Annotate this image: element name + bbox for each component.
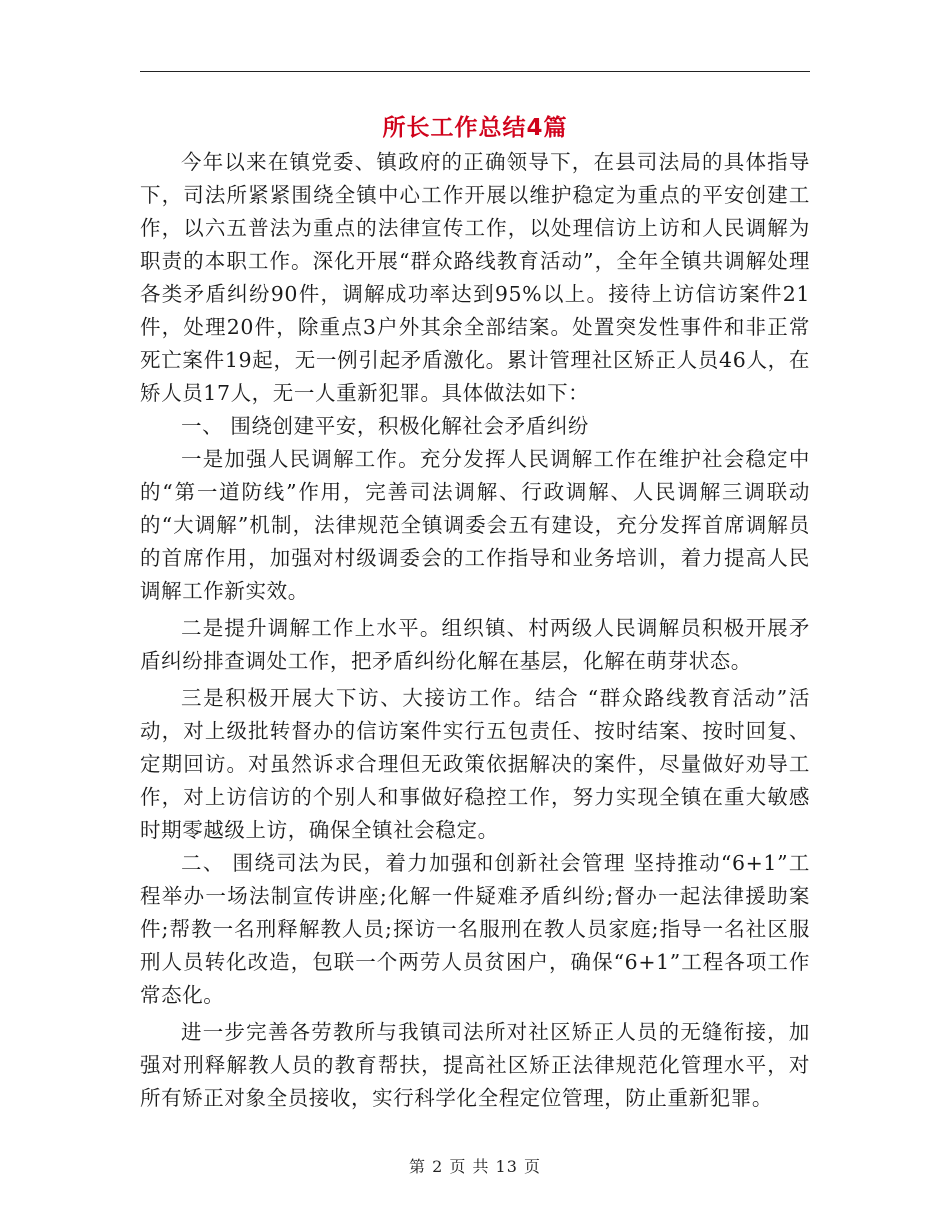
paragraph-intro: 今年以来在镇党委、镇政府的正确领导下，在县司法局的具体指导下，司法所紧紧围绕全镇中心工作开展以维护稳定为重点的平安创建工作，以六五普法为重点的法律宣传工作，以处理信访上访和人民调解为职责的本职工作。深化开展“群众路线教育活动”，全年全镇共调解处理各类矛盾纠纷90件，调解成功率达到95%以上。接待上访信访案件21件，处理20件，除重点3户外其余全部结案。处置突发性事件和非正常死亡案件19起，无一例引起矛盾激化。累计管理社区矫正人员46人，在矫人员17人，无一人重新犯罪。具体做法如下：: [140, 150, 810, 405]
header-divider: [140, 71, 810, 72]
paragraph-mediation-level: 二是提升调解工作上水平。组织镇、村两级人民调解员积极开展矛盾纠纷排查调处工作，把矛盾纠纷化解在基层，化解在萌芽状态。: [140, 616, 810, 673]
page-number: 第 2 页 共 13 页: [409, 1157, 541, 1176]
document-title: 所长工作总结4篇: [382, 115, 568, 141]
paragraph-petition-visits: 三是积极开展大下访、大接访工作。结合 “群众路线教育活动”活动，对上级批转督办的信访案件实行五包责任、按时结案、按时回复、定期回访。对虽然诉求合理但无政策依据解决的案件，尽量做好劝导工作，对上访信访的个别人和事做好稳控工作，努力实现全镇在重大敏感时期零越级上访，确保全镇社会稳定。: [140, 686, 810, 842]
section-heading-2: 二、 围绕司法为民，着力加强和创新社会管理 坚持推动“6+1”工程举办一场法制宣传讲座;化解一件疑难矛盾纠纷;督办一起法律援助案件;帮教一名刑释解教人员;探访一名服刑在教人员家庭;指导一名社区服刑人员转化改造，包联一个两劳人员贫困户，确保“6+1”工程各项工作常态化。: [140, 851, 810, 1007]
paragraph-mediation: 一是加强人民调解工作。充分发挥人民调解工作在维护社会稳定中的“第一道防线”作用，完善司法调解、行政调解、人民调解三调联动的“大调解”机制，法律规范全镇调委会五有建设，充分发挥首席调解员的首席作用，加强对村级调委会的工作指导和业务培训，着力提高人民调解工作新实效。: [140, 447, 810, 603]
section-heading-1: 一、 围绕创建平安，积极化解社会矛盾纠纷: [181, 414, 590, 438]
paragraph-community-correction: 进一步完善各劳教所与我镇司法所对社区矫正人员的无缝衔接，加强对刑释解教人员的教育帮扶，提高社区矫正法律规范化管理水平，对所有矫正对象全员接收，实行科学化全程定位管理，防止重新犯罪。: [140, 1020, 810, 1110]
document-body: [140, 146, 810, 1115]
